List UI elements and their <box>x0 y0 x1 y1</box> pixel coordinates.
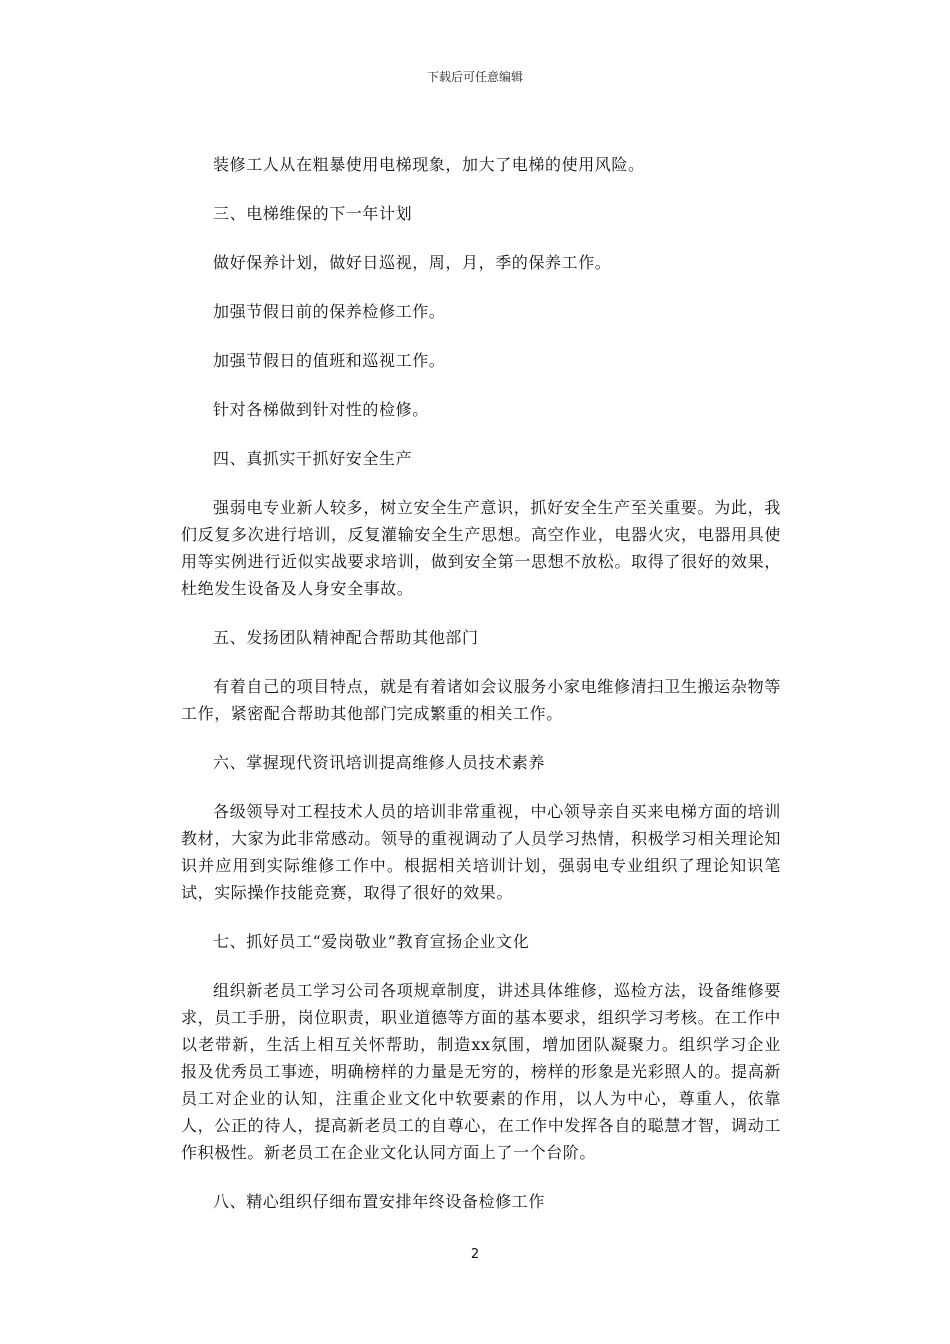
section-heading: 七、抓好员工“爱岗敬业”教育宣扬企业文化 <box>213 932 530 951</box>
paragraph: 装修工人从在粗暴使用电梯现象，加大了电梯的使用风险。 <box>213 155 645 174</box>
paragraph: 针对各梯做到针对性的检修。 <box>213 400 429 419</box>
section-heading: 五、发扬团队精神配合帮助其他部门 <box>213 628 479 647</box>
paragraph: 加强节假日的值班和巡视工作。 <box>213 351 446 370</box>
paragraph: 各级领导对工程技术人员的培训非常重视，中心领导亲自买来电梯方面的培训教材，大家为此非常感动。领导的重视调动了人员学习热情，积极学习相关理论知识并应用到实际维修工作中。根据相关培训计划，强弱电专业组织了理论知识笔试，实际操作技能竞赛，取得了很好的效果。 <box>181 802 781 902</box>
section-heading: 六、掌握现代资讯培训提高维修人员技术素养 <box>213 753 546 772</box>
page-number: 2 <box>470 1247 480 1262</box>
paragraph: 有着自己的项目特点，就是有着诸如会议服务小家电维修清扫卫生搬运杂物等工作，紧密配合帮助其他部门完成繁重的相关工作。 <box>181 677 781 723</box>
section-heading: 四、真抓实干抓好安全生产 <box>213 449 413 468</box>
page-header: 下载后可任意编辑 <box>426 70 523 84</box>
section-heading: 三、电梯维保的下一年计划 <box>213 204 413 223</box>
paragraph: 做好保养计划，做好日巡视，周，月，季的保养工作。 <box>213 253 612 272</box>
paragraph: 组织新老员工学习公司各项规章制度，讲述具体维修，巡检方法，设备维修要求，员工手册，岗位职责，职业道德等方面的基本要求，组织学习考核。在工作中以老带新，生活上相互关怀帮助，制造xx氛围，增加团队凝聚力。组织学习企业报及优秀员工事迹，明确榜样的力量是无穷的，榜样的形象是光彩照人的。提高新员工对企业的认知，注重企业文化中软要素的作用，以人为中心，尊重人，依靠人，公正的待人，提高新老员工的自尊心，在工作中发挥各自的聪慧才智，调动工作积极性。新老员工在企业文化认同方面上了一个台阶。 <box>181 981 781 1162</box>
paragraph: 加强节假日前的保养检修工作。 <box>213 302 446 321</box>
document-body <box>181 151 781 1237</box>
paragraph: 强弱电专业新人较多，树立安全生产意识，抓好安全生产至关重要。为此，我们反复多次进行培训，反复灌输安全生产思想。高空作业，电器火灾，电器用具使用等实例进行近似实战要求培训，做到安全第一思想不放松。取得了很好的效果，杜绝发生设备及人身安全事故。 <box>181 498 781 598</box>
section-heading: 八、精心组织仔细布置安排年终设备检修工作 <box>213 1192 546 1211</box>
